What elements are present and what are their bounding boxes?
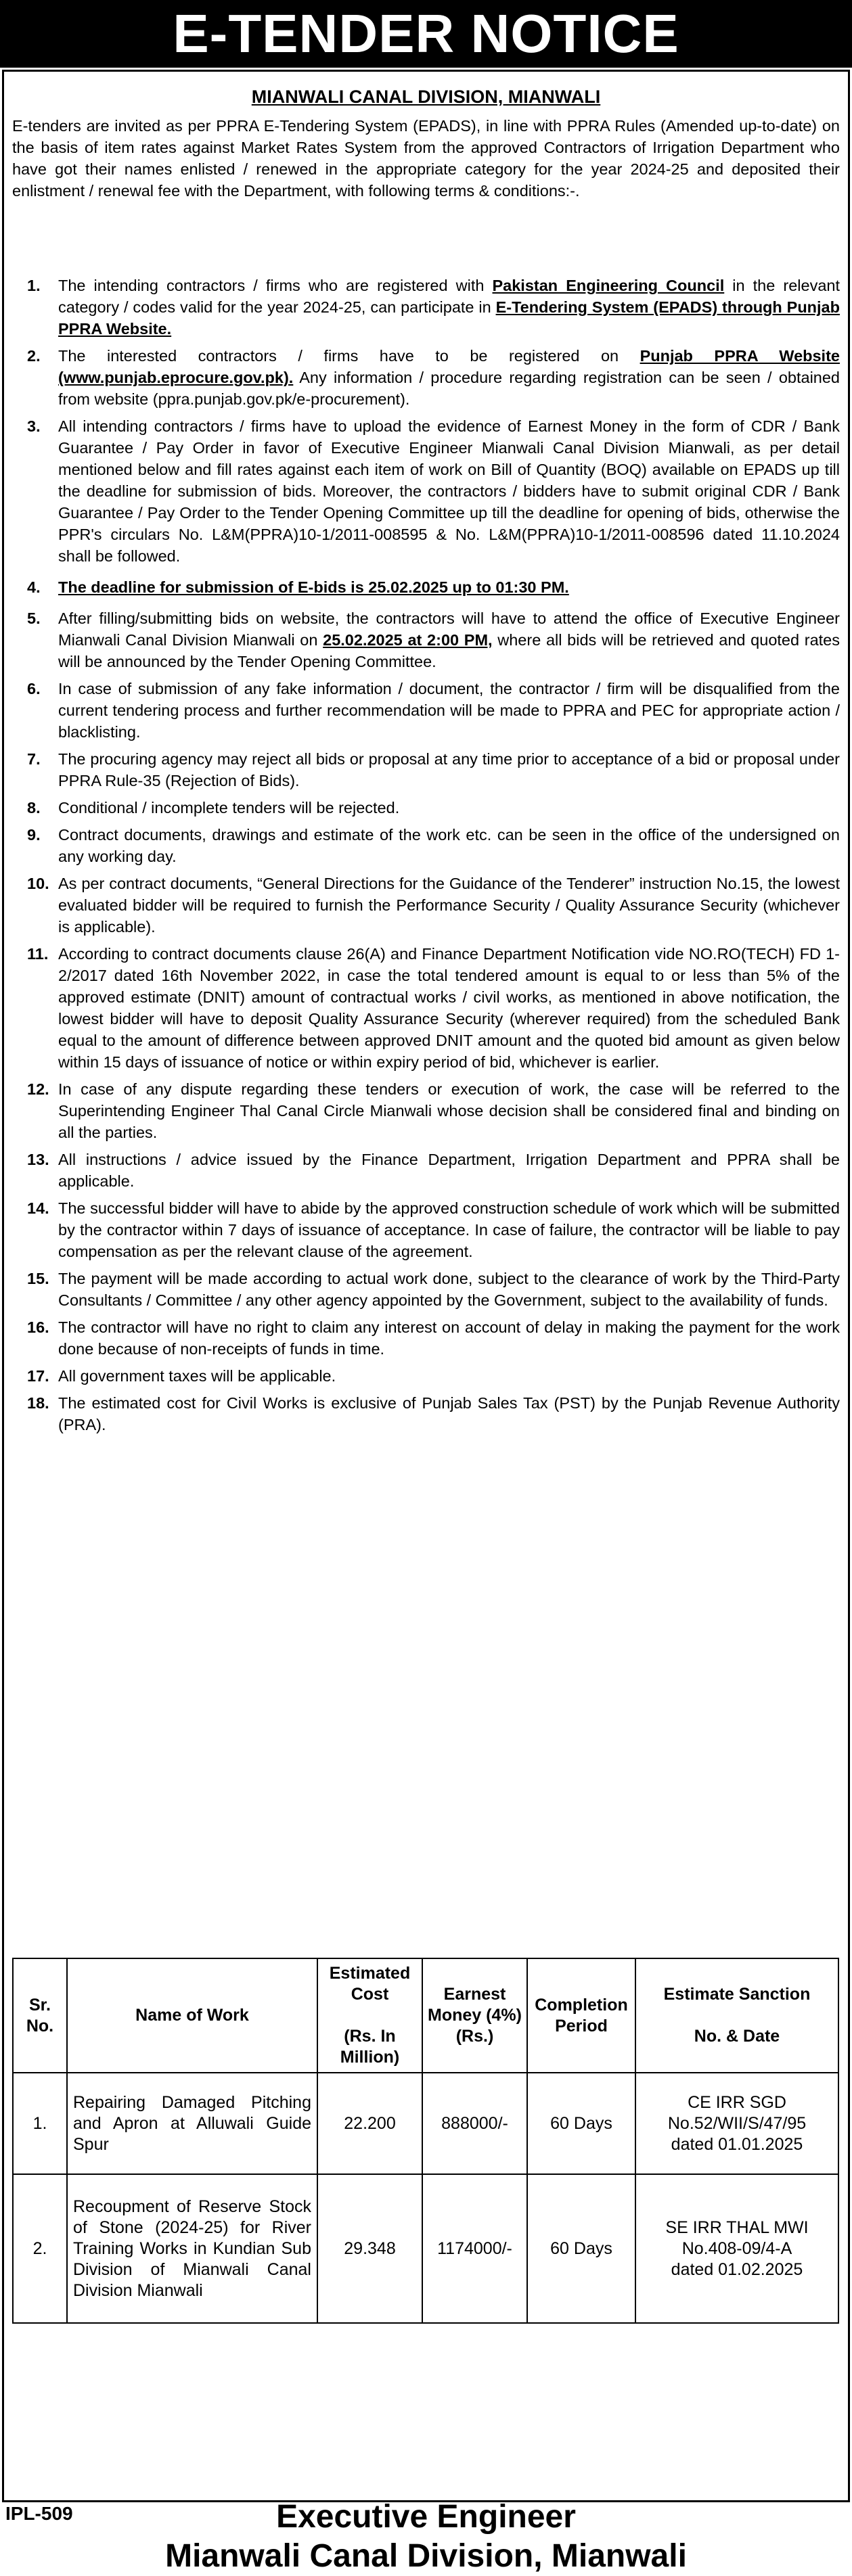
term-text: Contract documents, drawings and estimate of the work etc. can be seen in the office of the undersigned on any working day. [58,826,840,865]
term-item [12,1078,840,1143]
term-text: Any information / procedure regarding registration can be seen / obtained from website (ppra.punjab.gov.pk/e-procurement). [58,369,840,408]
sanction-authority: CE IRR SGD [688,2092,786,2112]
col-estimate-sanction-sub: No. & Date [694,2027,780,2046]
term-emphasis: 25.02.2025 at 2:00 PM, [323,631,493,649]
publication-ref: IPL-509 [5,2503,73,2524]
table-row [13,2174,838,2323]
term-number: 10. [27,875,49,892]
term-item [12,943,840,1073]
term-text: The successful bidder will have to abide by the approved construction schedule of work which will be submitted by the contractor within 7 days of issuance of acceptance. In case of failure, the contractor will be liable to pay compensation as per the relevant clause of the agreement. [58,1199,840,1260]
term-emphasis: Pakistan Engineering Council [492,277,725,294]
row-estimate-sanction [635,2073,838,2174]
term-item [12,1392,840,1435]
term-item [12,678,840,743]
term-text: As per contract documents, “General Directions for the Guidance of the Tenderer” instruction No.15, the lowest evaluated bidder will be required to furnish the Performance Security / Quality Assurance Security (whichever is applicable). [58,875,840,936]
term-text: All instructions / advice issued by the Finance Department, Irrigation Department and PPRA shall be applicable. [58,1151,840,1190]
term-number: 9. [27,826,41,844]
term-item [12,275,840,340]
row-sr-no: 1. [13,2073,67,2174]
row-estimate-sanction [635,2174,838,2323]
row-earnest-money: 888000/- [422,2073,527,2174]
term-item [12,1268,840,1311]
term-text: Conditional / incomplete tenders will be rejected. [58,799,400,816]
term-text: The intending contractors / firms who are registered with [58,277,493,294]
works-table [12,1958,839,2324]
term-number: 14. [27,1199,49,1217]
term-text: The contractor will have no right to claim any interest on account of delay in making the payment for the work done because of non-receipts of funds in time. [58,1318,840,1358]
signatory-designation: Executive Engineer [276,2499,576,2535]
term-text: The estimated cost for Civil Works is exclusive of Punjab Sales Tax (PST) by the Punjab Revenue Authority (PRA). [58,1394,840,1433]
notice-body [2,70,850,2502]
term-emphasis: Punjab PPRA Website (www.punjab.eprocure.gov.pk). [58,347,840,386]
term-item [12,415,840,567]
term-number: 7. [27,750,41,768]
table-header-row [13,1958,838,2073]
term-item [12,345,840,410]
table-row [13,2073,838,2174]
term-number: 16. [27,1318,49,1336]
row-earnest-money: 1174000/- [422,2174,527,2323]
term-number: 1. [27,277,41,294]
notice-title: E-TENDER NOTICE [0,0,852,68]
sanction-date: dated 01.02.2025 [671,2259,803,2279]
row-completion-period: 60 Days [527,2073,635,2174]
term-item [12,797,840,819]
term-number: 8. [27,799,41,816]
term-number: 18. [27,1394,49,1412]
sanction-authority: SE IRR THAL MWI [665,2217,809,2237]
term-text: The interested contractors / firms have to be registered on [58,347,640,365]
division-heading: MIANWALI CANAL DIVISION, MIANWALI [251,87,601,107]
term-emphasis: E-Tendering System (EPADS) through Punjab PPRA Website. [58,298,840,338]
term-item [12,1365,840,1387]
term-text: In case of any dispute regarding these tenders or execution of work, the case will be referred to the Superintending Engineer Thal Canal Circle Mianwali whose decision shall be considered final and binding on all the parties. [58,1080,840,1141]
term-item [12,873,840,938]
row-sr-no: 2. [13,2174,67,2323]
term-text: in the relevant category / codes valid for the year 2024-25, can participate in [58,277,840,316]
row-work-name: Repairing Damaged Pitching and Apron at Alluwali Guide Spur [67,2073,317,2174]
term-number: 13. [27,1151,49,1168]
term-item [12,607,840,672]
col-earnest-money: Earnest Money (4%) (Rs.) [422,1958,527,2073]
term-number: 3. [27,417,41,435]
col-completion-period: Completion Period [527,1958,635,2073]
sanction-date: dated 01.01.2025 [671,2134,803,2154]
bid-deadline: The deadline for submission of E-bids is 25.02.2025 up to 01:30 PM. [58,578,569,596]
term-number: 5. [27,610,41,627]
col-estimated-cost-title: Estimated Cost [329,1964,411,2004]
term-text: The procuring agency may reject all bids or proposal at any time prior to acceptance of a bid or proposal under PPRA Rule-35 (Rejection of Bids). [58,750,840,789]
term-item [12,1316,840,1360]
term-text: The payment will be made according to actual work done, subject to the clearance of work by the Third-Party Consultants / Committee / any other agency appointed by the Government, subject to the availability of funds. [58,1270,840,1309]
term-number: 15. [27,1270,49,1287]
row-work-name: Recoupment of Reserve Stock of Stone (2024-25) for River Training Works in Kundian Sub Division of Mianwali Canal Division Mianwali [67,2174,317,2323]
col-estimated-cost-unit: (Rs. In Million) [340,2027,400,2067]
col-estimated-cost [317,1958,422,2073]
col-name-of-work: Name of Work [67,1958,317,2073]
term-text: All government taxes will be applicable. [58,1367,336,1385]
col-sr-no: Sr. No. [13,1958,67,2073]
term-item [12,824,840,867]
row-completion-period: 60 Days [527,2174,635,2323]
row-estimated-cost: 22.200 [317,2073,422,2174]
term-item [12,1197,840,1262]
term-number: 2. [27,347,41,365]
sanction-number: No.408-09/4-A [681,2238,792,2258]
term-item [12,1149,840,1192]
signature-block [0,2498,852,2576]
term-text: After filling/submitting bids on website, the contractors will have to attend the office of Executive Engineer Mianwali Canal Division Mianwali on [58,610,840,649]
term-number: 11. [27,945,49,963]
signatory-office: Mianwali Canal Division, Mianwali [165,2538,687,2574]
sanction-number: No.52/WII/S/47/95 [667,2113,807,2133]
term-number: 4. [27,578,41,596]
term-number: 12. [27,1080,49,1098]
term-text: All intending contractors / firms have to upload the evidence of Earnest Money in the form of CDR / Bank Guarantee / Pay Order in favor of Executive Engineer Mianwali Canal Division Mianwali, as per detail mentioned below and fill rates against each item of work on Bill of Quantity (BOQ) available on EPADS up till the deadline for submission of bids. Moreover, the contractors / bidders have to submit original CDR / Bank Guarantee / Pay Order to the Tender Opening Committee up till the deadline for opening of bids, otherwise the PPR's circulars No. L&M(PPRA)10-1/2011-008595 & No. L&M(PPRA)10-1/2011-008596 dated 11.10.2024 shall be followed. [58,417,840,565]
term-text: In case of submission of any fake information / document, the contractor / firm will be disqualified from the current tendering process and further recommendation will be made to PPRA and PEC for appropriate action / blacklisting. [58,680,840,741]
term-item [12,576,840,598]
intro-paragraph: E-tenders are invited as per PPRA E-Tendering System (EPADS), in line with PPRA Rules (Amended up-to-date) on the basis of item rates against Market Rates System from the approved Contractors of Irrigation Department who have got their names enlisted / renewed in the appropriate category for the year 2024-25 and deposited their enlistment / renewal fee with the Department, with following terms & conditions:-. [12,117,840,200]
term-number: 6. [27,680,41,697]
term-item [12,748,840,791]
col-estimate-sanction-title: Estimate Sanction [663,1985,811,2004]
row-estimated-cost: 29.348 [317,2174,422,2323]
term-text: where all bids will be retrieved and quoted rates will be announced by the Tender Opening Committee. [58,631,840,670]
term-text: According to contract documents clause 26(A) and Finance Department Notification vide NO.RO(TECH) FD 1-2/2017 dated 16th November 2022, in case the total tendered amount is equal to or less than 5% of the approved estimate (DNIT) amount of contractual works / civil works, as mentioned in above notification, the lowest bidder will have to deposit Quality Assurance Security (wherever required) from the scheduled Bank equal to the amount of difference between approved DNIT amount and the quoted bid amount as given below within 15 days of issuance of notice or within expiry period of bid, whichever is earlier. [58,945,840,1071]
term-number: 17. [27,1367,49,1385]
terms-list [12,275,840,1441]
col-estimate-sanction [635,1958,838,2073]
